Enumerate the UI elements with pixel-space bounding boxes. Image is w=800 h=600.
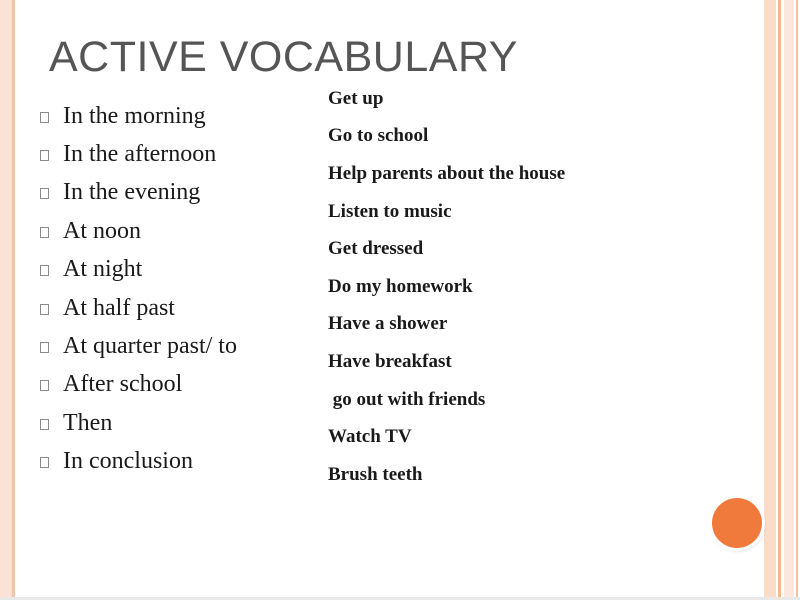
right-border-band xyxy=(784,0,794,600)
list-item-text: Then xyxy=(63,409,113,436)
activity-item: Listen to music xyxy=(328,200,452,222)
bullet-icon xyxy=(40,227,49,238)
time-expressions-list xyxy=(40,97,237,481)
list-item xyxy=(40,212,237,250)
activity-item: go out with friends xyxy=(328,388,486,410)
left-border-stripe xyxy=(0,0,12,600)
accent-circle xyxy=(712,498,762,548)
bullet-icon xyxy=(40,304,49,315)
bullet-icon xyxy=(40,457,49,468)
list-item xyxy=(40,327,237,365)
activity-item: Get dressed xyxy=(328,238,424,260)
activity-item: Watch TV xyxy=(328,426,412,448)
slide-title: ACTIVE VOCABULARY xyxy=(49,33,518,81)
list-item-text: After school xyxy=(63,371,183,398)
list-item-text: In the evening xyxy=(63,179,201,206)
bullet-icon xyxy=(40,380,49,391)
list-item xyxy=(40,174,237,212)
list-item-text: At night xyxy=(63,256,143,283)
bullet-icon xyxy=(40,265,49,276)
list-item xyxy=(40,289,237,327)
bullet-icon xyxy=(40,342,49,353)
list-item xyxy=(40,366,237,404)
list-item xyxy=(40,97,237,135)
list-item-text: In the afternoon xyxy=(63,141,217,168)
bullet-icon xyxy=(40,112,49,123)
list-item xyxy=(40,404,237,442)
list-item-text: In conclusion xyxy=(63,448,193,475)
bullet-icon xyxy=(40,419,49,430)
bullet-icon xyxy=(40,150,49,161)
activity-item: Have a shower xyxy=(328,313,448,335)
list-item xyxy=(40,135,237,173)
right-border-line xyxy=(778,0,781,600)
activity-item: Help parents about the house xyxy=(328,162,566,184)
activity-item: Go to school xyxy=(328,125,429,147)
right-border-line xyxy=(796,0,798,600)
activity-item: Do my homework xyxy=(328,275,473,297)
activity-item: Have breakfast xyxy=(328,350,452,372)
activity-item: Brush teeth xyxy=(328,463,423,485)
right-border-band xyxy=(764,0,776,600)
right-border-decoration xyxy=(760,0,800,600)
bullet-icon xyxy=(40,188,49,199)
list-item-text: At quarter past/ to xyxy=(63,333,237,360)
list-item-text: At half past xyxy=(63,294,175,321)
left-border-line xyxy=(12,0,15,600)
list-item xyxy=(40,251,237,289)
list-item-text: In the morning xyxy=(63,102,206,129)
activities-list xyxy=(328,80,565,494)
list-item xyxy=(40,443,237,481)
list-item-text: At noon xyxy=(63,217,141,244)
activity-item: Get up xyxy=(328,87,384,109)
